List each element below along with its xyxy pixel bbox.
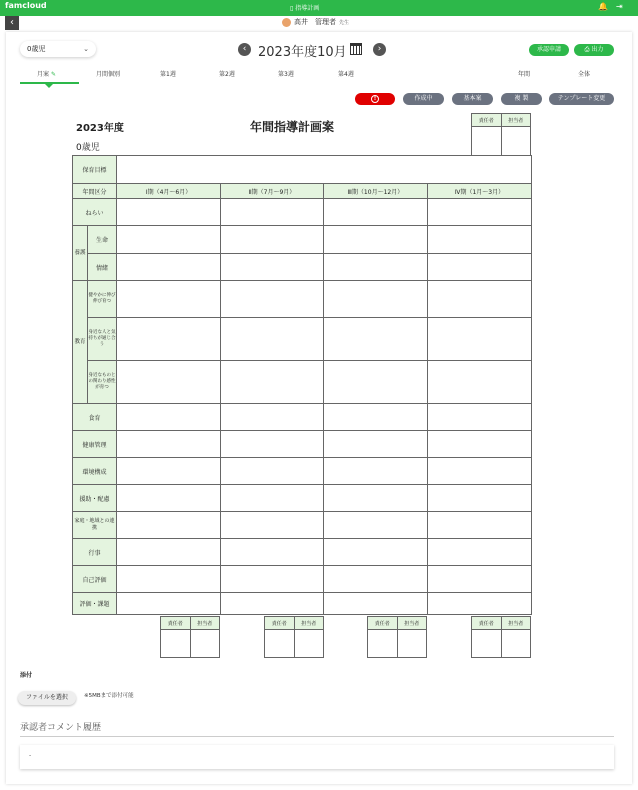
- tab-week4[interactable]: 第4週: [338, 71, 354, 78]
- sign-charge-cell[interactable]: [294, 630, 324, 658]
- plan-cell[interactable]: [117, 404, 221, 431]
- plan-cell[interactable]: [428, 539, 532, 566]
- tab-week3[interactable]: 第3週: [278, 71, 294, 78]
- care-item-label: 情緒: [88, 254, 117, 281]
- tab-monthly-individual[interactable]: 月間個別: [96, 71, 121, 78]
- screen-title: ▯ 指導計画: [290, 5, 320, 12]
- plan-cell[interactable]: [221, 318, 324, 361]
- plan-cell[interactable]: [428, 361, 532, 404]
- sign-responsible-label: 責任者: [368, 617, 398, 630]
- care-item-label: 生命: [88, 226, 117, 254]
- plan-cell[interactable]: [221, 199, 324, 226]
- sign-responsible-cell[interactable]: [472, 127, 502, 156]
- edu-item-label: 健やかに伸び伸び育つ: [88, 281, 117, 318]
- output-button[interactable]: ⎙ 出力: [574, 44, 614, 56]
- sign-charge-cell[interactable]: [190, 630, 220, 658]
- comment-history-box: -: [20, 745, 614, 769]
- row-label: 環境構成: [73, 458, 117, 485]
- row-label: 評価・課題: [73, 593, 117, 615]
- goal-label: 保育目標: [73, 156, 117, 184]
- sign-charge-cell[interactable]: [397, 630, 427, 658]
- plan-cell[interactable]: [324, 485, 428, 512]
- plan-cell[interactable]: [428, 199, 532, 226]
- plan-cell[interactable]: [428, 566, 532, 593]
- plan-cell[interactable]: [117, 199, 221, 226]
- plan-cell[interactable]: [324, 199, 428, 226]
- copy-button[interactable]: 複 製: [501, 93, 542, 105]
- avatar: [282, 18, 291, 27]
- plan-cell[interactable]: [324, 254, 428, 281]
- template-change-button[interactable]: テンプレート変更: [549, 93, 614, 105]
- plan-cell[interactable]: [428, 254, 532, 281]
- pencil-icon: ✎: [50, 71, 56, 78]
- signature-box-period-1: [160, 616, 220, 658]
- plan-cell[interactable]: [221, 539, 324, 566]
- plan-cell[interactable]: [324, 404, 428, 431]
- plan-cell[interactable]: [117, 458, 221, 485]
- tab-all[interactable]: 全体: [578, 71, 591, 78]
- plan-cell[interactable]: [428, 512, 532, 539]
- plan-cell[interactable]: [428, 431, 532, 458]
- next-month-button[interactable]: ›: [373, 43, 386, 56]
- plan-cell[interactable]: [221, 226, 324, 254]
- plan-cell[interactable]: [221, 431, 324, 458]
- plan-cell[interactable]: [221, 404, 324, 431]
- period-header: Ⅲ期（10月～12月）: [324, 184, 428, 199]
- comment-history-heading: 承認者コメント履歴: [20, 720, 614, 737]
- month-label: 2023年度10月: [258, 45, 347, 60]
- tab-monthly[interactable]: 月案 ✎: [37, 71, 56, 78]
- plan-cell[interactable]: [221, 254, 324, 281]
- plan-cell[interactable]: [221, 281, 324, 318]
- logout-icon[interactable]: ⇥: [616, 2, 623, 11]
- prev-month-button[interactable]: ‹: [238, 43, 251, 56]
- edu-item-label: 身近なものとの関わり感性が育つ: [88, 361, 117, 404]
- tab-annual[interactable]: 年間: [518, 71, 531, 78]
- signature-box-period-3: [367, 616, 427, 658]
- top-bar: [0, 0, 638, 16]
- tab-week1[interactable]: 第1週: [160, 71, 176, 78]
- edu-group-label: 教育: [73, 281, 88, 404]
- plan-cell[interactable]: [428, 226, 532, 254]
- plan-cell[interactable]: [221, 458, 324, 485]
- attach-note: ※5MBまで添付可能: [84, 693, 134, 699]
- plan-cell[interactable]: [117, 431, 221, 458]
- sign-charge-label: 担当者: [501, 114, 531, 127]
- sign-responsible-label: 責任者: [472, 617, 502, 630]
- row-label: 食育: [73, 404, 117, 431]
- sign-charge-label: 担当者: [501, 617, 531, 630]
- sign-charge-label: 担当者: [397, 617, 427, 630]
- sign-responsible-label: 責任者: [161, 617, 191, 630]
- sign-responsible-cell[interactable]: [472, 630, 502, 658]
- age-select[interactable]: 0歳児 ⌄: [20, 41, 96, 57]
- sign-responsible-cell[interactable]: [368, 630, 398, 658]
- plan-cell[interactable]: [117, 539, 221, 566]
- plan-cell[interactable]: [324, 593, 428, 615]
- signature-box-period-2: [264, 616, 324, 658]
- plan-cell[interactable]: [221, 593, 324, 615]
- row-label: 健康管理: [73, 431, 117, 458]
- period-header: Ⅱ期（7月～9月）: [221, 184, 324, 199]
- doc-age: 0歳児: [76, 143, 100, 153]
- plan-cell[interactable]: [428, 281, 532, 318]
- row-label: 家庭・地域との連携: [73, 512, 117, 539]
- sign-charge-cell[interactable]: [501, 127, 531, 156]
- plan-cell[interactable]: [324, 226, 428, 254]
- plan-table: [72, 155, 532, 615]
- plan-cell[interactable]: [117, 593, 221, 615]
- sign-charge-label: 担当者: [294, 617, 324, 630]
- plan-cell[interactable]: [428, 404, 532, 431]
- plan-cell[interactable]: [324, 281, 428, 318]
- plan-cell[interactable]: [221, 566, 324, 593]
- plan-cell[interactable]: [221, 361, 324, 404]
- edu-item-label: 身近な人と気持ちが通じ合う: [88, 318, 117, 361]
- doc-title: 年間指導計画案: [250, 120, 335, 134]
- doc-year: 2023年度: [76, 123, 124, 134]
- bell-icon[interactable]: 🔔: [598, 2, 608, 11]
- basic-plan-button[interactable]: 基本案: [452, 93, 493, 105]
- row-label: 行事: [73, 539, 117, 566]
- sign-responsible-cell[interactable]: [161, 630, 191, 658]
- plan-cell[interactable]: [428, 485, 532, 512]
- plan-cell[interactable]: [428, 593, 532, 615]
- aim-label: ねらい: [73, 199, 117, 226]
- approve-request-button[interactable]: 承認申請: [529, 44, 569, 56]
- sign-responsible-cell[interactable]: [265, 630, 295, 658]
- plan-cell[interactable]: [117, 485, 221, 512]
- app-logo: famcloud: [5, 1, 47, 10]
- status-button[interactable]: 作成中: [403, 93, 444, 105]
- user-name: 高井 管理者: [294, 18, 336, 26]
- sign-charge-cell[interactable]: [501, 630, 531, 658]
- plan-cell[interactable]: [117, 566, 221, 593]
- user-info: [282, 17, 349, 29]
- plan-cell[interactable]: [324, 431, 428, 458]
- plan-cell[interactable]: [221, 512, 324, 539]
- tab-week2[interactable]: 第2週: [219, 71, 235, 78]
- sign-responsible-label: 責任者: [472, 114, 502, 127]
- plan-cell[interactable]: [324, 361, 428, 404]
- chevron-down-icon: ⌄: [83, 45, 89, 53]
- signature-box-period-4: [471, 616, 531, 658]
- active-tab-pointer: [45, 84, 53, 88]
- row-label: 自己評価: [73, 566, 117, 593]
- user-role: 先生: [339, 20, 350, 26]
- plan-cell[interactable]: [117, 318, 221, 361]
- plan-cell[interactable]: [221, 485, 324, 512]
- plan-cell[interactable]: [428, 458, 532, 485]
- signature-box-top: [471, 113, 531, 156]
- back-button[interactable]: ‹: [5, 16, 19, 30]
- period-label: 年間区分: [73, 184, 117, 199]
- plan-cell[interactable]: [324, 539, 428, 566]
- tab-bar: [20, 66, 620, 86]
- plan-cell[interactable]: [117, 254, 221, 281]
- plan-cell[interactable]: [324, 566, 428, 593]
- attach-heading: 添付: [20, 672, 33, 679]
- sign-responsible-label: 責任者: [265, 617, 295, 630]
- plan-cell[interactable]: [324, 512, 428, 539]
- sign-charge-label: 担当者: [190, 617, 220, 630]
- goal-cell[interactable]: [117, 156, 532, 184]
- plan-cell[interactable]: [324, 458, 428, 485]
- plan-cell[interactable]: [117, 226, 221, 254]
- file-select-button[interactable]: ファイルを選択: [18, 691, 76, 705]
- calendar-icon[interactable]: [350, 43, 362, 55]
- alert-icon: !: [371, 95, 379, 103]
- plan-cell[interactable]: [324, 318, 428, 361]
- period-header: Ⅰ期（4月～6月）: [117, 184, 221, 199]
- period-header: Ⅳ期（1月～3月）: [428, 184, 532, 199]
- row-label: 援助・配慮: [73, 485, 117, 512]
- plan-cell[interactable]: [117, 361, 221, 404]
- alert-button[interactable]: [355, 93, 395, 105]
- plan-cell[interactable]: [428, 318, 532, 361]
- plan-cell[interactable]: [117, 512, 221, 539]
- care-group-label: 養護: [73, 226, 88, 281]
- plan-cell[interactable]: [117, 281, 221, 318]
